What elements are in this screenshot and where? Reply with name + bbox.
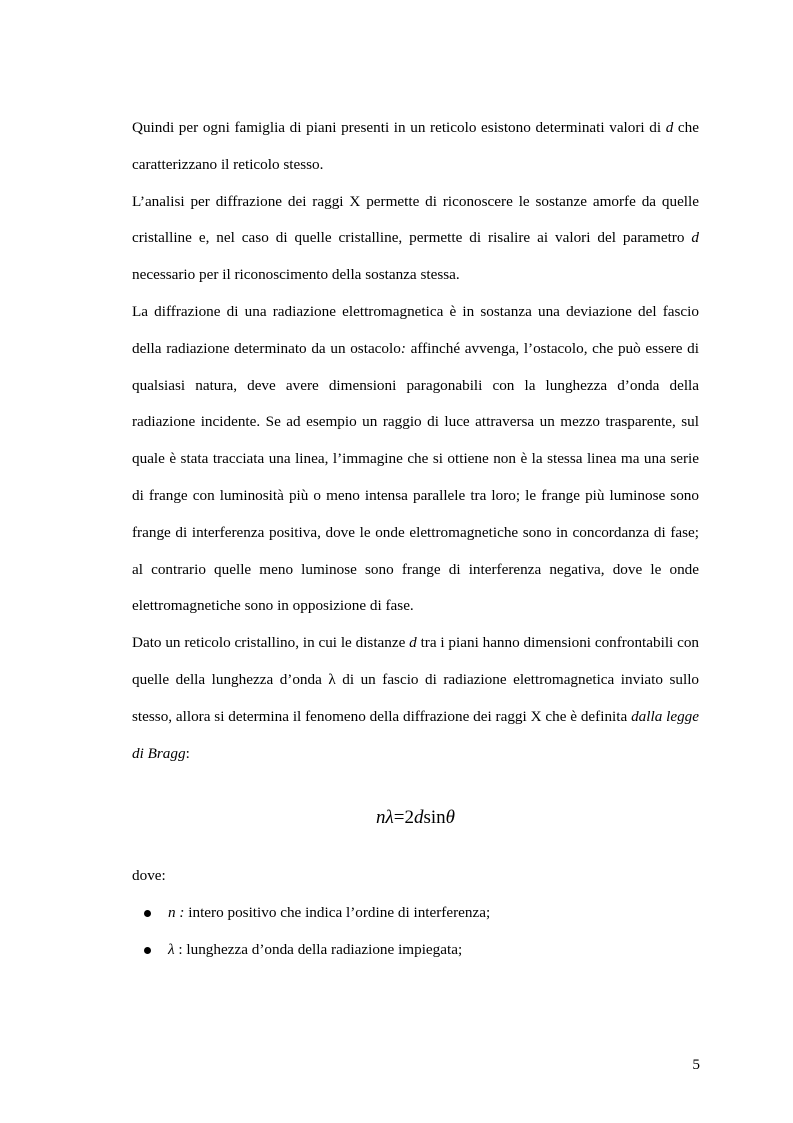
variable-d: d: [409, 634, 417, 652]
equation-theta: θ: [445, 807, 455, 829]
paragraph-2-text-b: necessario per il riconoscimento della sostanza stessa.: [132, 266, 460, 284]
list-item-text: : lunghezza d’onda della radiazione impiegata;: [174, 940, 463, 958]
paragraph-4-text-c: di un fascio di radiazione elettromagnetica inviato sullo stesso, allora si determina il fenomeno della diffrazione dei raggi X che è definita: [132, 670, 700, 725]
bullet-icon: [144, 947, 151, 954]
paragraph-3-text-a: La diffrazione di una radiazione elettromagnetica è in sostanza una deviazione del fascio della radiazione determinato da un ostacolo: [132, 302, 699, 357]
bragg-equation: [132, 790, 699, 846]
definition-list: [132, 895, 699, 969]
paragraph-3-colon: :: [400, 339, 406, 357]
equation-equals: =2: [393, 807, 414, 829]
list-item-symbol: n :: [168, 904, 185, 922]
body-content: [132, 110, 699, 969]
equation-n: n: [376, 807, 386, 829]
paragraph-1-text-a: Quindi per ogni famiglia di piani presenti in un reticolo esistono determinati valori di: [132, 119, 666, 136]
equation-lambda: λ: [385, 807, 394, 829]
paragraph-4-text-b: tra i piani hanno dimensioni confrontabili con quelle della lunghezza d’onda: [132, 634, 700, 688]
paragraph-4-text-d: :: [185, 744, 190, 762]
list-item-symbol: λ: [168, 940, 175, 958]
page-number: 5: [692, 1056, 700, 1073]
bullet-icon: [144, 910, 151, 917]
paragraph-2: [132, 184, 699, 294]
equation-sin: sin: [423, 807, 446, 829]
paragraph-2-text-a: L’analisi per diffrazione dei raggi X permette di riconoscere le sostanze amorfe da quelle cristalline e, nel caso di quelle cristalline, permette di risalire ai valori del parametro: [132, 192, 699, 247]
variable-d: d: [665, 119, 674, 136]
variable-d: d: [691, 229, 699, 247]
paragraph-1: [132, 110, 699, 184]
paragraph-4-text-a: Dato un reticolo cristallino, in cui le distanze: [132, 634, 410, 652]
paragraph-3: [132, 294, 699, 625]
list-item: [132, 895, 699, 932]
paragraph-1-text-b: che caratterizzano il reticolo stesso.: [132, 119, 699, 173]
lambda-symbol: λ: [328, 670, 336, 688]
list-item-text: intero positivo che indica l’ordine di interferenza;: [184, 904, 491, 922]
list-item: [132, 932, 699, 969]
paragraph-3-text-b: affinché avvenga, l’ostacolo, che può essere di qualsiasi natura, deve avere dimensioni paragonabili con la lunghezza d’onda della radiazione incidente. Se ad esempio un raggio di luce attraversa un mezzo trasparente, sul quale è stata tracciata una linea, l’immagine che si ottiene non è la stessa linea ma una serie di frange con luminosità più o meno intensa parallele tra loro; le frange più luminose sono frange di interferenza positiva, dove le onde elettromagnetiche sono in concordanza di fase; al contrario quelle meno luminose sono frange di interferenza negativa, dove le onde elettromagnetiche sono in opposizione di fase.: [132, 339, 699, 615]
paragraph-4: [132, 625, 699, 772]
equation-d: d: [413, 807, 424, 829]
bragg-law-italic: dalla legge di Bragg: [132, 707, 699, 762]
dove-label: dove:: [132, 867, 166, 885]
